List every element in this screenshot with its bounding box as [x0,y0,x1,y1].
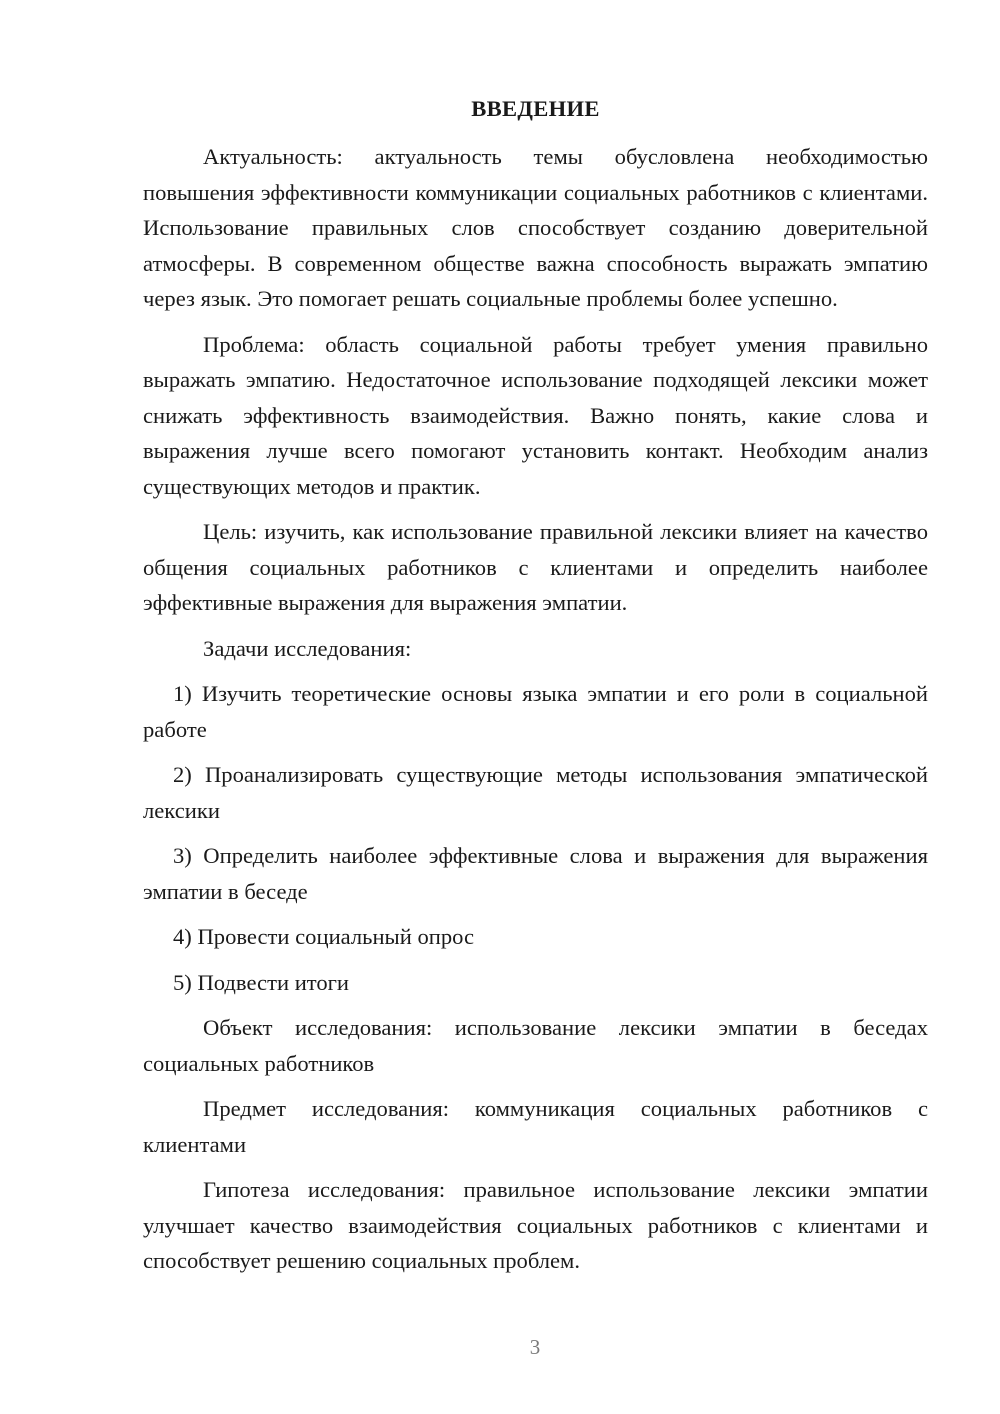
task-item: 4) Провести социальный опрос [173,924,475,949]
task-item: 2) Проанализировать существующие методы использования эмпатической лексики [143,762,928,823]
paragraph-object: Объект исследования: использование лексики эмпатии в беседах социальных работников [143,1015,928,1076]
tasks-list [143,676,928,1000]
page-number: 3 [529,1335,541,1359]
paragraph-goal: Цель: изучить, как использование правильной лексики влияет на качество общения социальных работников с клиентами и определить наиболее эффективные выражения для выражения эмпатии. [143,519,928,615]
task-item: 5) Подвести итоги [173,969,350,995]
task-item: 3) Определить наиболее эффективные слова и выражения для выражения эмпатии в беседе [143,843,928,904]
tasks-title: Задачи исследования: [203,635,412,661]
task-item: 1) Изучить теоретические основы языка эмпатии и его роли в социальной работе [143,681,928,742]
paragraph-problem: Проблема: область социальной работы требует умения правильно выражать эмпатию. Недостаточное использование подходящей лексики может снижать эффективность взаимодействия. Важно понять, какие слова и выражения лучше всего помогают установить контакт. Необходим анализ существующих методов и практик. [143,331,928,499]
section-heading: ВВЕДЕНИЕ [471,96,600,121]
paragraph-hypothesis: Гипотеза исследования: правильное использование лексики эмпатии улучшает качество взаимодействия социальных работников с клиентами и способствует решению социальных проблем. [143,1177,928,1273]
paragraph-subject: Предмет исследования: коммуникация социальных работников с клиентами [143,1096,928,1157]
paragraph-relevance: Актуальность: актуальность темы обусловлена необходимостью повышения эффективности коммуникации социальных работников с клиентами. Использование правильных слов способствует созданию доверительной атмосферы. В современном обществе важна способность выражать эмпатию через язык. Это помогает решать социальные проблемы более успешно. [143,144,928,311]
document-page [143,94,928,1289]
